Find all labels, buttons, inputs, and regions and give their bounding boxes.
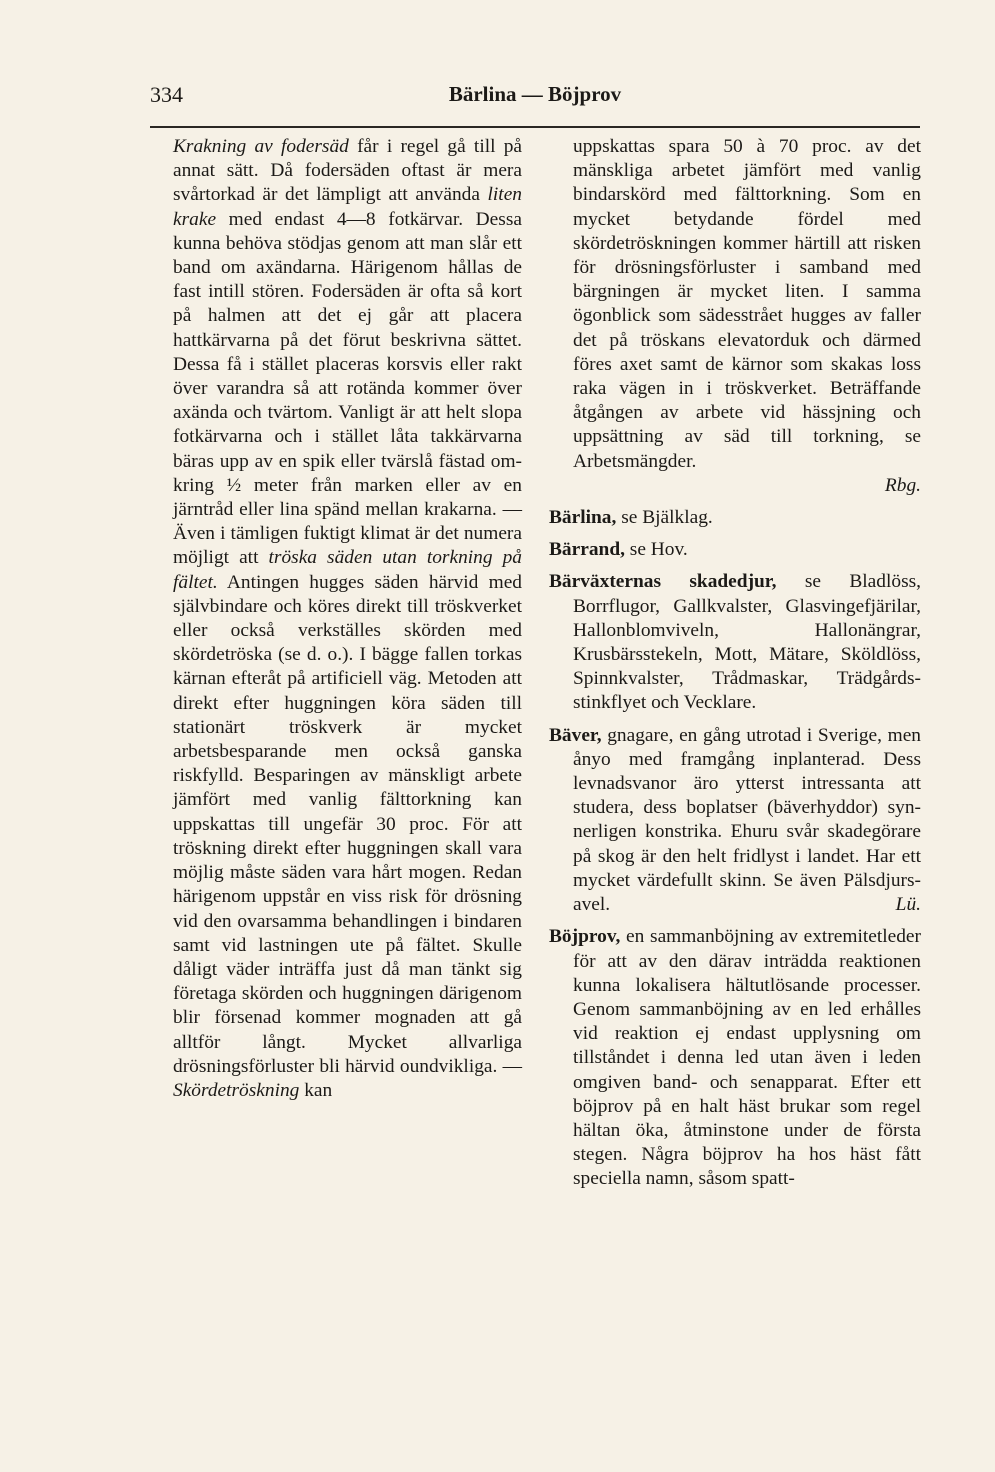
- entry-text: se Bjälklag.: [616, 507, 713, 529]
- entry-headword: Bärrand,: [549, 539, 625, 561]
- body-text: Antingen hugges säden härvid med självbindare och köres direkt till tröskverket eller också verkställes skörden med skördetröska (se d. o.). I bägge fallen torkas kärnan efteråt på artificiell väg. Metoden att direkt efter huggningen köra säden till stationärt tröskverk är mycket arbetsbesparande men också ganska riskfylld. Besparingen av mänskligt arbete jämfört med vanlig fälttorkning kan uppskattas till ungefär 30 proc. För att tröskning direkt efter huggningen skall vara möjlig måste säden vara hårt mogen. Redan härigenom uppstår en viss risk för drösning vid den ovarsamma behandlingen i bindaren samt vid lastningen ute på fältet. Skulle dåligt väder inträffa just då man tänkt sig företaga skörden och huggningen därigenom blir försenad kommer mognaden att gå alltför långt. Mycket allvarliga drösningsförluster bli härvid oundvikliga. —: [173, 571, 522, 1077]
- entry-text: en sammanböjning av extremitetleder för att av den därav inträdda reaktionen kunna lokalisera hältutlösande processer. Genom sammanböjning av en led erhålles vid reaktion ej endast upplysning om tillståndet i denna led utan även i leden omgiven band- och senapparat. Efter ett böjprov på en halt häst brukar som regel hältan öka, åtminstone under de första stegen. Några böjprov ha hos häst fått speciella namn, såsom spatt-: [573, 926, 921, 1190]
- page-header: [150, 82, 920, 116]
- italic-term: tröska säden utan torkning på fältet.: [173, 547, 522, 593]
- entry-baver: [549, 724, 921, 918]
- author-signature: Lü.: [895, 894, 921, 916]
- page-number: 334: [150, 82, 183, 107]
- body-text: uppskattas spara 50 à 70 proc. av det mänskliga arbetet jämfört med vanlig bindarskörd med fälttorkning. Som en mycket betydande fördel med skördetröskningen kommer härtill att risken för drösningsförluster i samband med bärgningen är mycket liten. I samma ögonblick som sädesstrået hugges av faller det på tröskans elevatorduk och därmed föres axet samt de kärnor som skakas loss raka vägen in i tröskverket. Beträffande åtgången av arbete vid hässjning och uppsättning av säd till torkning, se Arbetsmängder.: [573, 136, 921, 472]
- entry-headword: Bäver,: [549, 724, 602, 746]
- continued-paragraph: [549, 135, 921, 474]
- paragraph-krakning: [173, 135, 522, 1103]
- body-text: kan: [299, 1079, 333, 1101]
- author-signature: Rbg.: [884, 474, 921, 496]
- body-text: får i regel gå till på annat sätt. Då fodersäden oftast är mera svårtorkad är det lämpligt att använda: [173, 136, 523, 206]
- entry-text: gnagare, en gång utrotad i Sverige, men ånyo med framgång inplanterad. Dess levnadsvanor äro ytterst intressanta att studera, dess boplatser (bäverhyddor) synnerligen konstrika. Ehuru svår skadegörare på skog är den helt fridlyst i landet. Har ett mycket värdefullt skinn. Se även Pälsdjursavel.: [573, 724, 921, 916]
- entry-barlina: [549, 506, 921, 530]
- entry-bojprov: [549, 925, 921, 1191]
- header-rule: [150, 126, 920, 128]
- body-text: med endast 4—8 fotkärvar. Dessa kunna behöva stödjas genom att man slår ett band om axändarna. Härigenom hållas de fast intill stören. Fodersäden är ofta så kort på halmen att det ej går att placera hattkärvarna på det förut beskrivna sättet. Dessa få i stället placeras korsvis eller rakt över varandra så att rotända kommer över axända och tvärtom. Vanligt är att helt slopa fotkärvarna och i stället låta takkärvarna bäras upp av en spik eller tvärslå fästad omkring ½ meter från marken eller av en järntråd eller lina spänd mellan krakarna. — Även i tämligen fuktigt klimat är det numera möjligt att: [173, 208, 522, 569]
- running-title: Bärlina — Böjprov: [448, 82, 622, 106]
- entry-text: se Hov.: [624, 539, 688, 561]
- entry-text: se Bladlöss, Borrflugor, Gallkvalster, Glasvingefjärilar, Hallonblomviveln, Hallonängrar, Krusbärsstekeln, Mott, Mätare, Sköldlöss, Spinnkvalster, Trådmaskar, Trädgårdsstinkflyet och Vecklare.: [573, 571, 922, 714]
- entry-headword: Bärväxternas skadedjur,: [549, 571, 777, 593]
- entry-headword: Bärlina,: [549, 507, 617, 529]
- entry-barrand: [549, 538, 921, 562]
- entry-barvaxternas-skadedjur: [549, 570, 921, 715]
- italic-term: liten krake: [173, 184, 522, 230]
- italic-term: Skördetröskning: [173, 1079, 300, 1101]
- italic-term: Krakning av fodersäd: [173, 136, 349, 157]
- right-column: [549, 135, 921, 1200]
- entry-headword: Böjprov,: [549, 926, 621, 948]
- left-column: [173, 135, 522, 1103]
